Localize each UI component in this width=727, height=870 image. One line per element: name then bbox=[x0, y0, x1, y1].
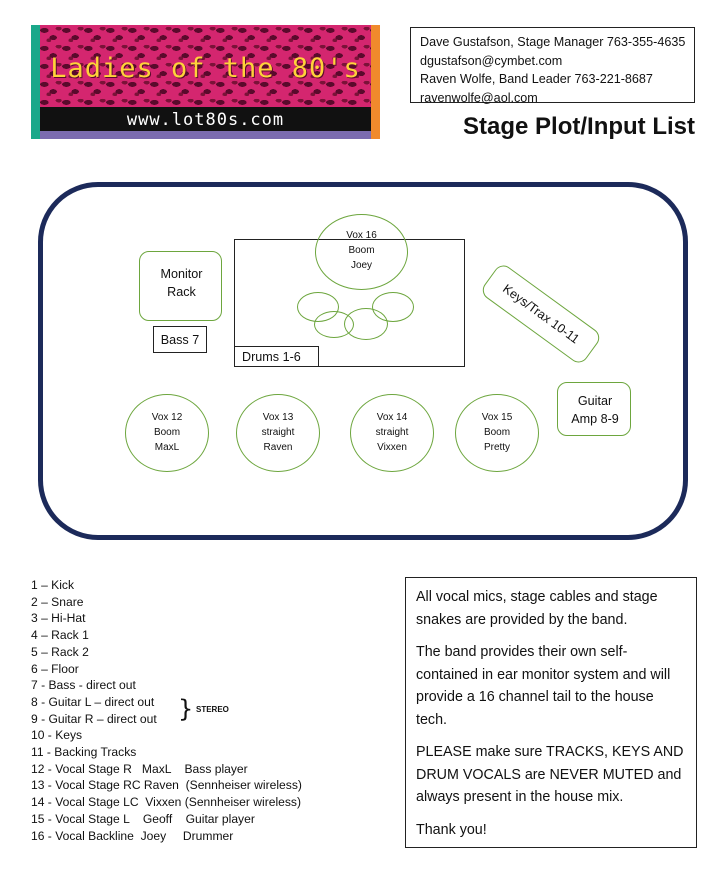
mic-label: Vox 14 bbox=[376, 412, 408, 423]
logo-url: www.lot80s.com bbox=[126, 110, 285, 130]
mic-label: MaxL bbox=[154, 442, 180, 453]
input-list-item: 6 – Floor bbox=[31, 661, 79, 676]
input-list bbox=[31, 577, 302, 844]
input-list-item: 9 - Guitar R – direct out bbox=[31, 711, 157, 726]
mic-label: Boom bbox=[153, 427, 181, 438]
page-title: Stage Plot/Input List bbox=[463, 113, 695, 140]
vocal-mic-13 bbox=[236, 394, 320, 472]
note-paragraph: PLEASE make sure TRACKS, KEYS AND DRUM VOCALS are NEVER MUTED and always present in the house mix. bbox=[416, 744, 684, 805]
keys-label: Keys/Trax 10-11 bbox=[500, 281, 582, 347]
contact-line: Raven Wolfe, Band Leader 763-221-8687 bbox=[420, 72, 653, 86]
guitar-amp bbox=[557, 382, 631, 436]
guitar-label: Amp 8-9 bbox=[571, 412, 619, 426]
drums-input-label: Drums 1-6 bbox=[234, 346, 319, 367]
contact-email[interactable]: dgustafson@cymbet.com bbox=[420, 53, 563, 68]
notes-box bbox=[405, 577, 697, 848]
mic-label: Vixxen bbox=[377, 442, 407, 453]
mic-label: Vox 16 bbox=[346, 230, 377, 241]
note-paragraph: The band provides their own self-contained in ear monitor system and will provide a 16 channel tail to the house tech. bbox=[416, 644, 671, 728]
monitor-rack bbox=[139, 251, 222, 321]
drum-vocal-mic bbox=[315, 214, 408, 290]
input-list-item: 3 – Hi-Hat bbox=[31, 611, 86, 626]
mic-label: Vox 12 bbox=[151, 412, 183, 423]
mic-label: Vox 15 bbox=[481, 412, 513, 423]
input-list-item: 11 - Backing Tracks bbox=[31, 745, 137, 760]
input-list-item: 14 - Vocal Stage LC Vixxen (Sennheiser wireless) bbox=[31, 795, 302, 810]
input-list-item: 4 – Rack 1 bbox=[31, 628, 89, 643]
vocal-mic-12 bbox=[125, 394, 209, 472]
input-list-item: 12 - Vocal Stage R MaxL Bass player bbox=[31, 761, 248, 776]
stereo-brace-icon: } bbox=[178, 695, 194, 723]
input-list-item: 5 – Rack 2 bbox=[31, 644, 89, 659]
mic-label: straight bbox=[375, 427, 409, 438]
mic-label: Boom bbox=[483, 427, 511, 438]
monitor-rack-label: Monitor bbox=[160, 267, 203, 281]
logo-right-stripe bbox=[371, 25, 380, 139]
logo-purple-band bbox=[40, 131, 371, 139]
mic-label: Pretty bbox=[483, 442, 511, 453]
input-list-item: 2 – Snare bbox=[31, 594, 84, 609]
contact-box bbox=[410, 27, 695, 103]
logo-left-stripe bbox=[31, 25, 40, 139]
monitor-rack-label: Rack bbox=[167, 285, 196, 299]
bass-input: Bass 7 bbox=[153, 326, 207, 353]
note-paragraph: Thank you! bbox=[416, 821, 487, 838]
mic-label: Boom bbox=[348, 245, 375, 256]
input-list-item: 16 - Vocal Backline Joey Drummer bbox=[31, 828, 234, 843]
vocal-mic-14 bbox=[350, 394, 434, 472]
input-list-item: 8 - Guitar L – direct out bbox=[31, 694, 155, 709]
input-list-item: 13 - Vocal Stage RC Raven (Sennheiser wireless) bbox=[31, 778, 302, 793]
stereo-label: STEREO bbox=[196, 705, 229, 714]
input-list-item: 15 - Vocal Stage L Geoff Guitar player bbox=[31, 811, 255, 826]
guitar-label: Guitar bbox=[577, 394, 613, 408]
drum-kick bbox=[344, 308, 388, 340]
input-list-item: 7 - Bass - direct out bbox=[31, 678, 136, 693]
input-list-item: 10 - Keys bbox=[31, 728, 83, 743]
band-logo bbox=[31, 25, 380, 139]
input-list-item: 1 – Kick bbox=[31, 578, 75, 592]
vocal-mic-15 bbox=[455, 394, 539, 472]
mic-label: Vox 13 bbox=[262, 412, 294, 423]
contact-email[interactable]: ravenwolfe@aol.com bbox=[420, 90, 538, 105]
note-paragraph: All vocal mics, stage cables and stage snakes are provided by the band. bbox=[416, 589, 658, 628]
mic-label: Raven bbox=[263, 442, 293, 453]
mic-label: Joey bbox=[350, 260, 373, 271]
mic-label: straight bbox=[261, 427, 295, 438]
contact-line: Dave Gustafson, Stage Manager 763-355-4635 bbox=[420, 35, 686, 49]
logo-title: Ladies of the 80's bbox=[50, 53, 361, 84]
